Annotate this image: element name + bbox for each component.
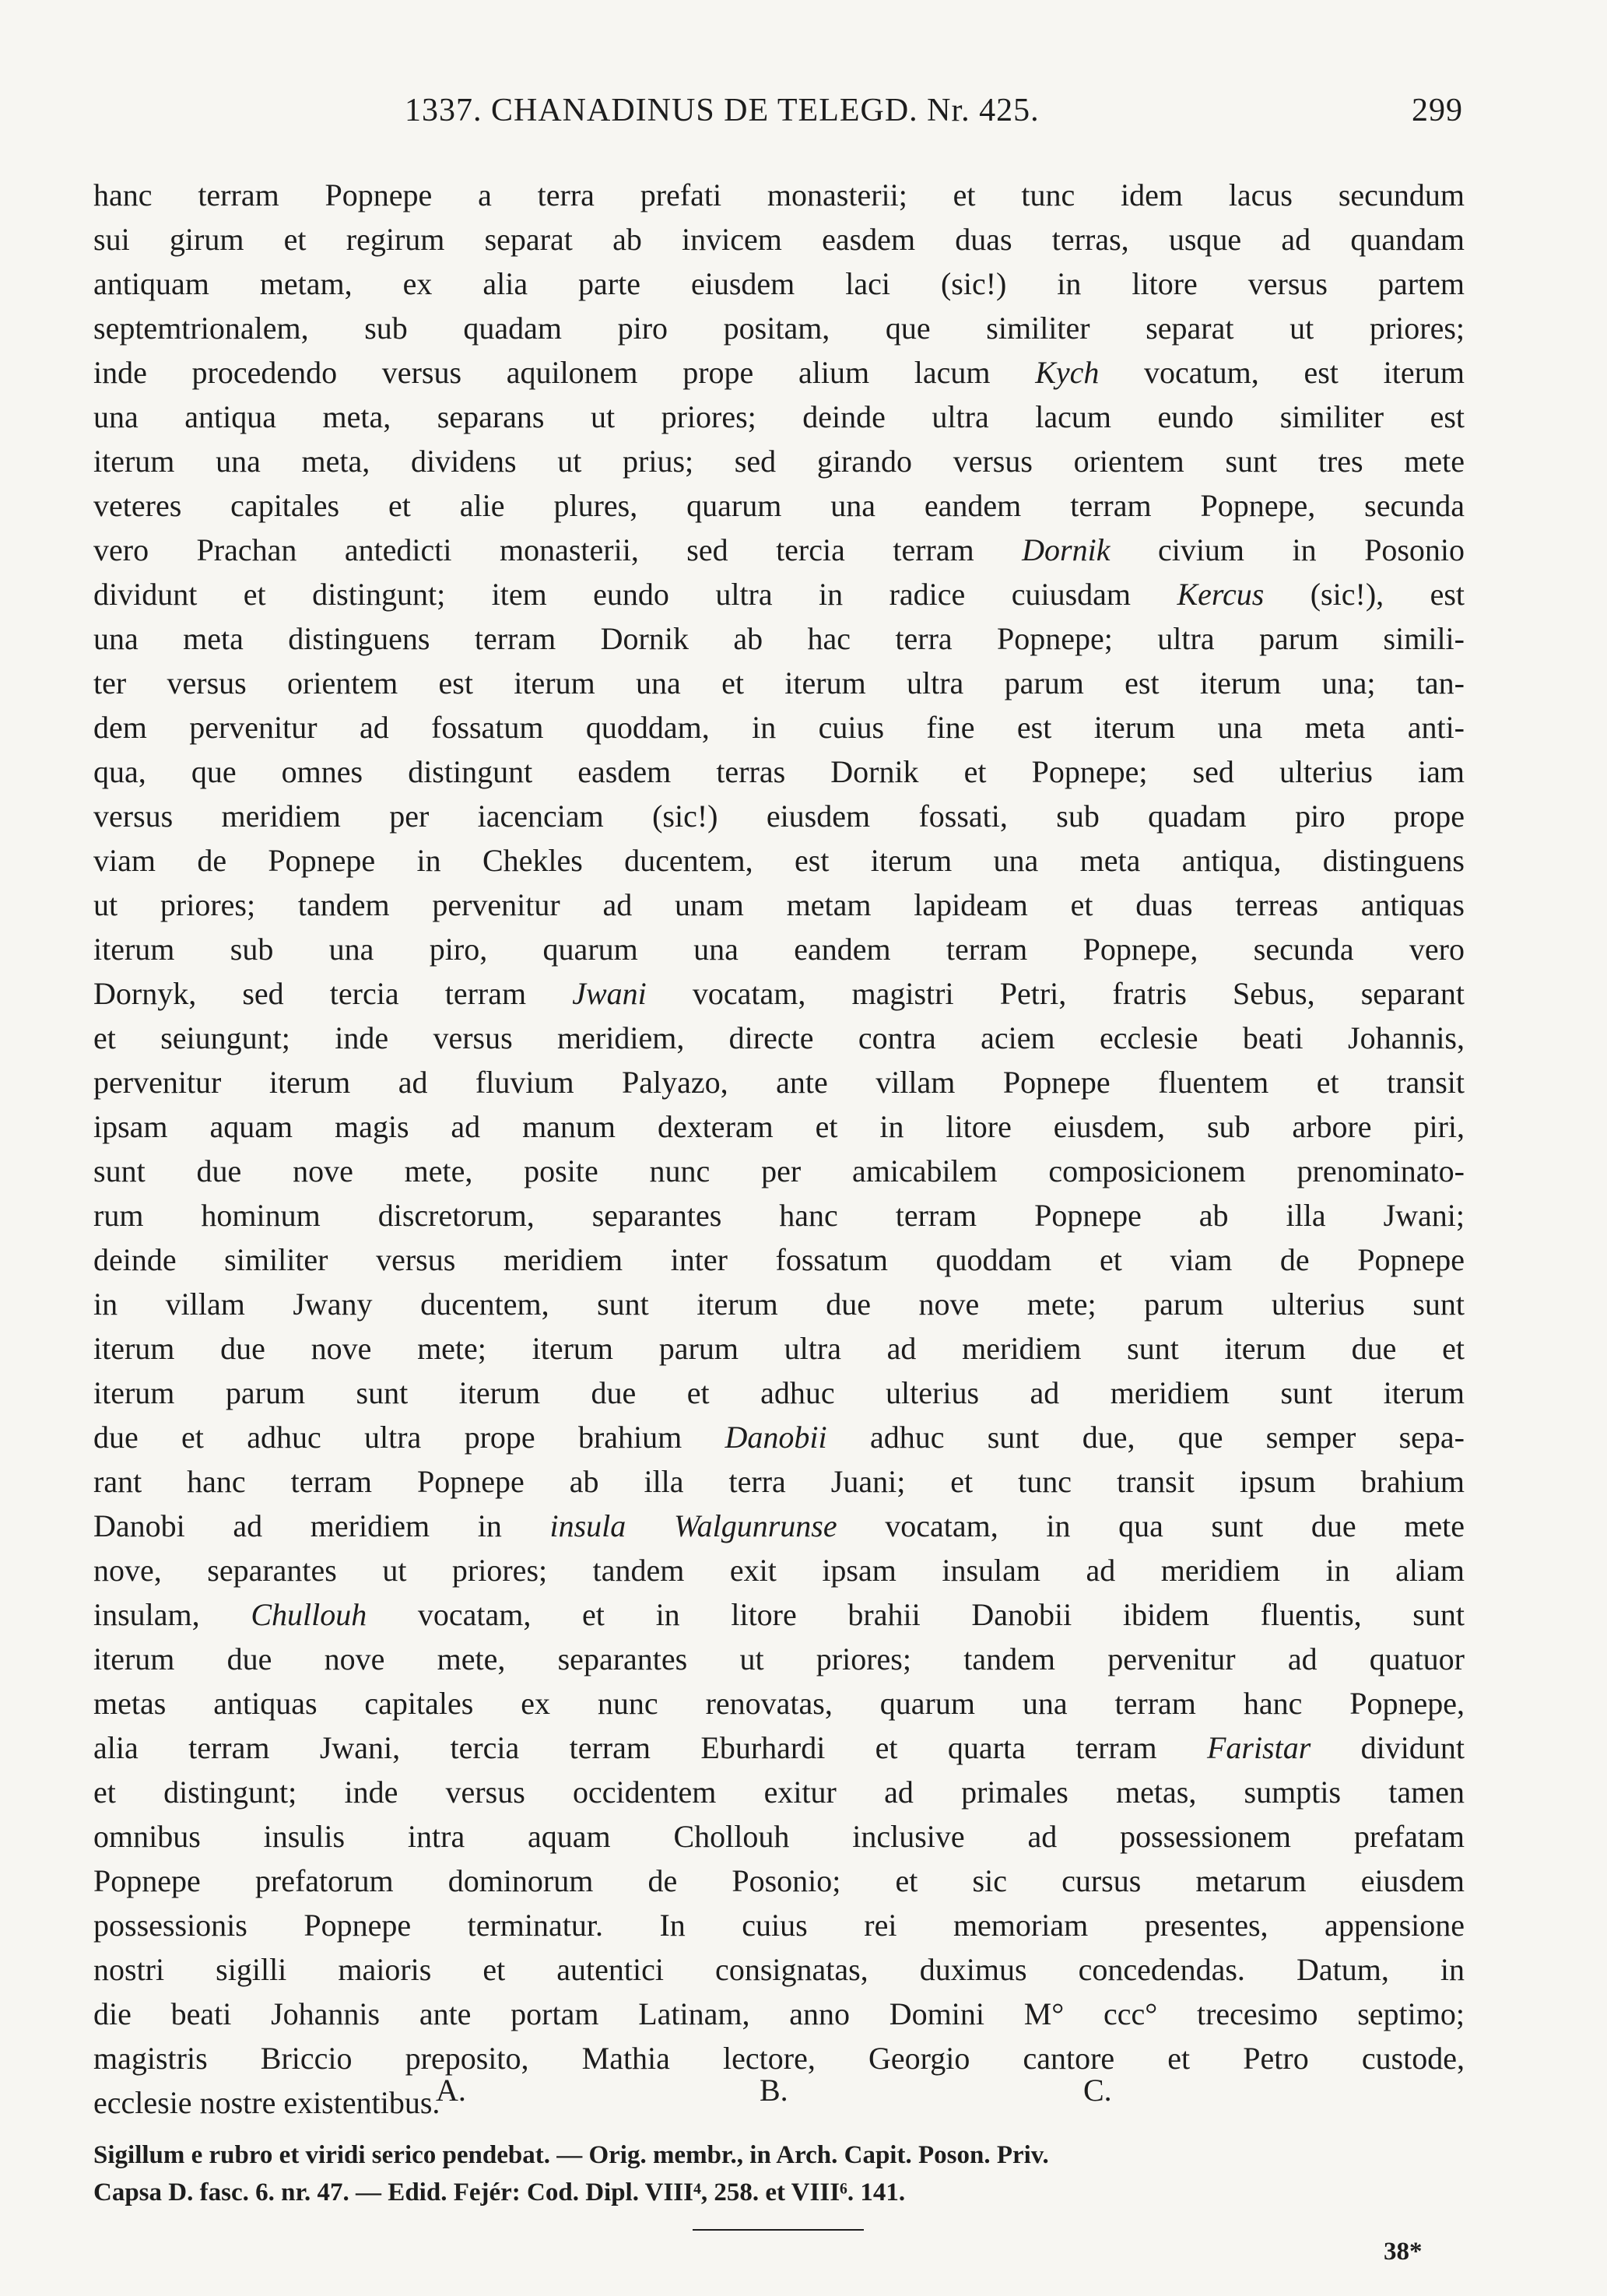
text-line: ipsam aquam magis ad manum dexteram et in litore eiusdem, sub arbore piri, [93,1109,1465,1144]
text-line: veteres capitales et alie plures, quarum una eandem terram Popnepe, secunda [93,488,1465,523]
italic-name: Dornik [1022,532,1111,567]
footnotes [93,2136,1465,2211]
text-line: ter versus orientem est iterum una et iterum ultra parum est iterum una; tan- [93,665,1465,700]
text-line: antiquam metam, ex alia parte eiusdem laci (sic!) in litore versus partem [93,266,1465,301]
text-line: et seiungunt; inde versus meridiem, directe contra aciem ecclesie beati Johannis, [93,1020,1465,1055]
text-line: et distingunt; inde versus occidentem exitur ad primales metas, sumptis tamen [93,1775,1465,1810]
text-line: hanc terram Popnepe a terra prefati monasterii; et tunc idem lacus secundum [93,177,1465,212]
text-line: ut priores; tandem pervenitur ad unam metam lapideam et duas terreas antiquas [93,887,1465,922]
text-line: viam de Popnepe in Chekles ducentem, est iterum una meta antiqua, distinguens [93,843,1465,878]
text-line: sui girum et regirum separat ab invicem easdem duas terras, usque ad quandam [93,222,1465,257]
text-line: insulam, Chullouh vocatam, et in litore brahii Danobii ibidem fluentis, sunt [93,1597,1465,1632]
text-line: deinde similiter versus meridiem inter fossatum quoddam et viam de Popnepe [93,1242,1465,1277]
witness-marks [93,2072,1463,2119]
text-line: versus meridiem per iacenciam (sic!) eiusdem fossati, sub quadam piro prope [93,799,1465,834]
text-line: septemtrionalem, sub quadam piro positam, que similiter separat ut priores; [93,311,1465,346]
italic-name: Chullouh [251,1597,367,1632]
witness-mark-b: B. [760,2073,788,2108]
text-line: una meta distinguens terram Dornik ab hac terra Popnepe; ultra parum simili- [93,621,1465,656]
italic-name: Jwani [572,976,647,1011]
text-line: iterum due nove mete; iterum parum ultra ad meridiem sunt iterum due et [93,1331,1465,1366]
text-line: dividunt et distingunt; item eundo ultra in radice cuiusdam Kercus (sic!), est [93,577,1465,612]
text-line: inde procedendo versus aquilonem prope alium lacum Kych vocatum, est iterum [93,355,1465,390]
running-header [93,92,1463,139]
text-line: vero Prachan antedicti monasterii, sed tercia terram Dornik civium in Posonio [93,532,1465,567]
text-line: iterum parum sunt iterum due et adhuc ulterius ad meridiem sunt iterum [93,1375,1465,1410]
text-line: rum hominum discretorum, separantes hanc terram Popnepe ab illa Jwani; [93,1198,1465,1233]
page-number: 299 [1412,93,1463,128]
text-line: in villam Jwany ducentem, sunt iterum due nove mete; parum ulterius sunt [93,1287,1465,1322]
text-line: ecclesie nostre existentibus. [93,2085,440,2120]
text-line: nove, separantes ut priores; tandem exit ipsam insulam ad meridiem in aliam [93,1553,1465,1588]
footnote-line: Capsa D. fasc. 6. nr. 47. — Edid. Fejér: Cod. Dipl. VIII⁴, 258. et VIII⁶. 141. [93,2178,906,2206]
italic-name: Kych [1035,355,1100,390]
witness-mark-a: A. [436,2073,466,2108]
text-line: Danobi ad meridiem in insula Walgunrunse vocatam, in qua sunt due mete [93,1508,1465,1543]
text-line: metas antiquas capitales ex nunc renovatas, quarum una terram hanc Popnepe, [93,1686,1465,1721]
italic-name: insula Walgunrunse [549,1508,837,1543]
charter-text [93,173,1465,2125]
signature-mark: 38* [1384,2238,1423,2266]
text-line: dem pervenitur ad fossatum quoddam, in cuius fine est iterum una meta anti- [93,710,1465,745]
text-line: pervenitur iterum ad fluvium Palyazo, ante villam Popnepe fluentem et transit [93,1065,1465,1100]
text-line: die beati Johannis ante portam Latinam, anno Domini M° ccc° trecesimo septimo; [93,1996,1465,2031]
text-line: qua, que omnes distingunt easdem terras Dornik et Popnepe; sed ulterius iam [93,754,1465,789]
witness-mark-c: C. [1083,2073,1112,2108]
text-line: nostri sigilli maioris et autentici consignatas, duximus concedendas. Datum, in [93,1952,1465,1987]
text-line: omnibus insulis intra aquam Chollouh inclusive ad possessionem prefatam [93,1819,1465,1854]
running-title: 1337. CHANADINUS DE TELEGD. Nr. 425. [405,93,1040,128]
text-line: due et adhuc ultra prope brahium Danobii adhuc sunt due, que semper sepa- [93,1420,1465,1455]
text-line: iterum sub una piro, quarum una eandem terram Popnepe, secunda vero [93,932,1465,967]
text-line: iterum una meta, dividens ut prius; sed girando versus orientem sunt tres mete [93,444,1465,479]
text-line: magistris Briccio preposito, Mathia lectore, Georgio cantore et Petro custode, [93,2041,1465,2076]
text-line: rant hanc terram Popnepe ab illa terra Juani; et tunc transit ipsum brahium [93,1464,1465,1499]
footnote-line: Sigillum e rubro et viridi serico pendebat. — Orig. membr., in Arch. Capit. Poson. Priv. [93,2141,1049,2169]
text-line: alia terram Jwani, tercia terram Eburhardi et quarta terram Faristar dividunt [93,1730,1465,1765]
text-line: sunt due nove mete, posite nunc per amicabilem composicionem prenominato- [93,1153,1465,1188]
italic-name: Kercus [1177,577,1265,612]
footnote-divider [693,2229,864,2231]
text-line: Dornyk, sed tercia terram Jwani vocatam, magistri Petri, fratris Sebus, separant [93,976,1465,1011]
italic-name: Danobii [725,1420,827,1455]
text-line: una antiqua meta, separans ut priores; deinde ultra lacum eundo similiter est [93,399,1465,434]
italic-name: Faristar [1206,1730,1311,1765]
text-line: Popnepe prefatorum dominorum de Posonio; et sic cursus metarum eiusdem [93,1863,1465,1898]
text-line: possessionis Popnepe terminatur. In cuius rei memoriam presentes, appensione [93,1908,1465,1943]
text-line: iterum due nove mete, separantes ut priores; tandem pervenitur ad quatuor [93,1641,1465,1676]
